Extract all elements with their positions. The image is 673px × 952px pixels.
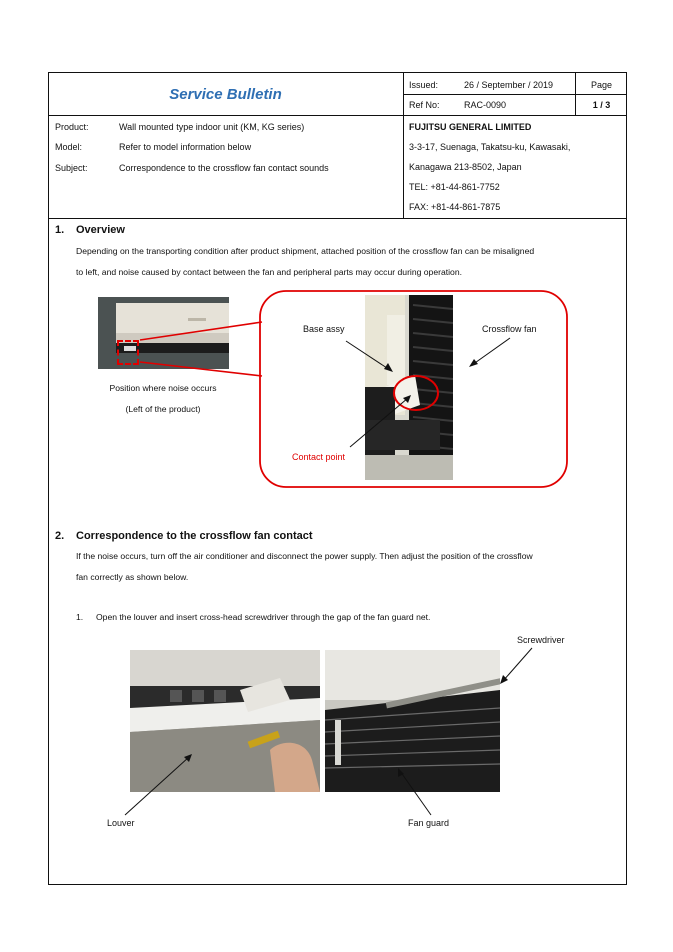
louver-label: Louver [107, 818, 135, 828]
subject-label: Subject: [55, 163, 88, 173]
model-label: Model: [55, 142, 83, 152]
subject-value: Correspondence to the crossflow fan contact sounds [119, 163, 329, 173]
screwdriver-label: Screwdriver [517, 635, 565, 645]
company-fax: FAX: +81-44-861-7875 [409, 202, 501, 212]
page-title: Service Bulletin [169, 86, 282, 103]
crossflow-fan-label: Crossflow fan [482, 324, 537, 334]
noise-position-caption: Position where noise occurs [109, 383, 217, 393]
section2-title: Correspondence to the crossflow fan contact [76, 530, 313, 542]
company-tel: TEL: +81-44-861-7752 [409, 182, 500, 192]
ref-label: Ref No: [409, 100, 440, 110]
product-value: Wall mounted type indoor unit (KM, KG series) [119, 122, 305, 132]
model-value: Refer to model information below [119, 142, 252, 152]
company-address-line1: 3-3-17, Suenaga, Takatsu-ku, Kawasaki, [409, 142, 571, 152]
fan-guard-label: Fan guard [408, 818, 450, 828]
page-value: 1 / 3 [592, 100, 611, 110]
product-label: Product: [55, 122, 89, 132]
section1-number: 1. [55, 224, 65, 236]
contact-point-label: Contact point [292, 452, 346, 462]
section1-title: Overview [76, 224, 125, 236]
issued-value: 26 / September / 2019 [464, 80, 554, 90]
ref-value: RAC-0090 [464, 100, 507, 110]
section2-number: 2. [55, 530, 65, 542]
step1-number: 1. [76, 612, 84, 622]
noise-position-subcaption: (Left of the product) [125, 404, 201, 414]
company-address-line2: Kanagawa 213-8502, Japan [409, 162, 522, 172]
section1-paragraph-line2: to left, and noise caused by contact between the fan and peripheral parts may occur during operation. [76, 267, 463, 277]
section2-paragraph-line1: If the noise occurs, turn off the air conditioner and disconnect the power supply. Then adjust the position of the crossflow [76, 551, 533, 561]
company-name: FUJITSU GENERAL LIMITED [409, 122, 532, 132]
base-assy-label: Base assy [303, 324, 345, 334]
issued-label: Issued: [409, 80, 439, 90]
section2-paragraph-line2: fan correctly as shown below. [76, 572, 189, 582]
section1-paragraph-line1: Depending on the transporting condition after product shipment, attached position of the crossflow fan can be misaligned [76, 246, 535, 256]
page-label: Page [590, 80, 613, 90]
step1-text: Open the louver and insert cross-head screwdriver through the gap of the fan guard net. [96, 612, 431, 622]
